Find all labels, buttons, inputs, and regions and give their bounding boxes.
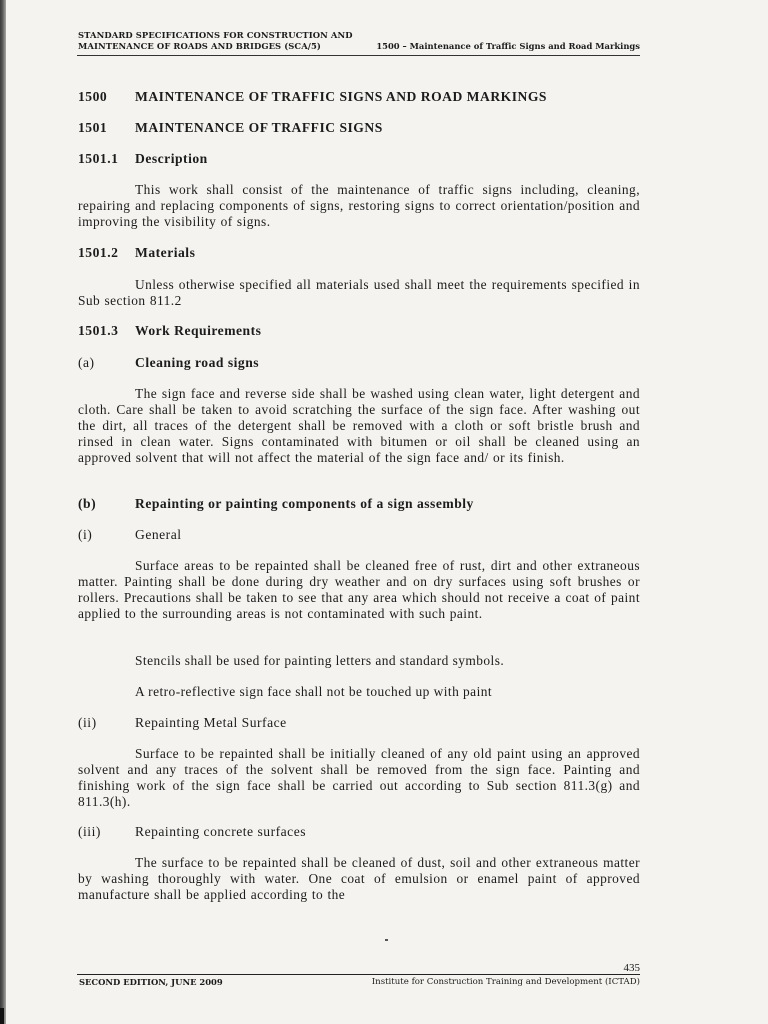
general-paragraph: Surface areas to be repainted shall be cleaned free of rust, dirt and other extraneous matter. Painting shall be done during dry weather and on dry surfaces using soft brushes or rollers. Precautions shall be taken to see that any area which should not receive a coat of paint applied to the surrounding areas is not contaminated with such paint.: [78, 558, 640, 621]
section-1501-2-heading: [78, 245, 195, 261]
section-1501-1-heading: [78, 151, 208, 167]
subsection-title: Repainting Metal Surface: [135, 715, 287, 730]
footer-publisher: Institute for Construction Training and Development (ICTAD): [371, 977, 640, 987]
page-number: 435: [623, 962, 640, 974]
subsection-title: General: [135, 527, 182, 542]
subsection-number: (i): [78, 527, 93, 542]
section-number: 1501.1: [78, 151, 119, 166]
footer-edition: SECOND EDITION, JUNE 2009: [79, 977, 223, 987]
cleaning-road-signs-paragraph: The sign face and reverse side shall be washed using clean water, light detergent and cloth. Care shall be taken to avoid scratching the surface of the sign face. After washing out the dirt, all traces of the detergent shall be removed with a cloth or soft bristle brush and rinsed in clean water. Signs contaminated with bitumen or oil shall be cleaned using an approved solvent that will not affect the material of the sign face and/ or its finish.: [78, 386, 640, 465]
running-header-right: 1500 – Maintenance of Traffic Signs and Road Markings: [376, 41, 640, 51]
subsection-number: (b): [78, 496, 97, 511]
repainting-metal-paragraph: Surface to be repainted shall be initially cleaned of any old paint using an approved solvent and any traces of the solvent shall be removed from the sign face. Painting and finishing work of the sign face shall be carried out according to Sub section 811.3(g) and 811.3(h).: [78, 746, 640, 809]
header-title-line-2: MAINTENANCE OF ROADS AND BRIDGES (SCA/5): [78, 41, 321, 51]
section-number: 1501.2: [78, 245, 119, 260]
subsection-title: Repainting concrete surfaces: [135, 824, 307, 839]
section-title: MAINTENANCE OF TRAFFIC SIGNS: [135, 120, 383, 135]
subsection-iii-heading: [78, 824, 306, 840]
scan-speck: [385, 939, 388, 941]
description-paragraph: This work shall consist of the maintenance of traffic signs including, cleaning, repairing and replacing components of signs, restoring signs to correct orientation/position and improving the visibility of signs.: [78, 182, 640, 229]
section-title: Work Requirements: [135, 323, 262, 338]
section-title: Description: [135, 151, 208, 166]
section-1501-heading: [78, 120, 383, 136]
section-number: 1501.3: [78, 323, 119, 338]
header-rule: [77, 55, 640, 56]
section-1500-heading: [78, 89, 547, 105]
section-number: 1500: [78, 89, 108, 104]
subsection-number: (a): [78, 355, 95, 370]
section-title: Materials: [135, 245, 196, 260]
subsection-i-heading: [78, 527, 182, 543]
materials-paragraph: Unless otherwise specified all materials used shall meet the requirements specified in Sub section 811.2: [78, 277, 640, 308]
stencils-sentence: Stencils shall be used for painting letters and standard symbols.: [135, 653, 505, 668]
subsection-a-heading: [78, 355, 259, 371]
footer-rule: [77, 974, 640, 975]
section-number: 1501: [78, 120, 108, 135]
running-header-left: [78, 30, 353, 52]
section-1501-3-heading: [78, 323, 261, 339]
subsection-number: (ii): [78, 715, 97, 730]
header-title-line-1: STANDARD SPECIFICATIONS FOR CONSTRUCTION AND: [78, 30, 353, 40]
subsection-b-heading: [78, 496, 474, 512]
subsection-number: (iii): [78, 824, 101, 839]
repainting-concrete-paragraph: The surface to be repainted shall be cleaned of dust, soil and other extraneous matter by washing thoroughly with water. One coat of emulsion or enamel paint of approved manufacture shall be applied according to the: [78, 855, 640, 902]
subsection-title: Repainting or painting components of a sign assembly: [135, 496, 474, 511]
subsection-title: Cleaning road signs: [135, 355, 260, 370]
retro-reflective-sentence: A retro-reflective sign face shall not be touched up with paint: [135, 684, 493, 699]
subsection-ii-heading: [78, 715, 287, 731]
section-title: MAINTENANCE OF TRAFFIC SIGNS AND ROAD MARKINGS: [135, 89, 547, 104]
scan-binding-mark: [0, 1008, 4, 1024]
scan-binding-edge: [0, 0, 6, 1024]
